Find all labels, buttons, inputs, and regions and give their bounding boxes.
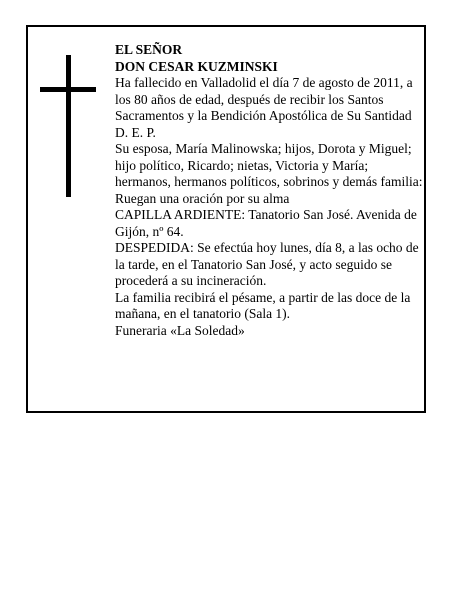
funeral-home: Funeraria «La Soledad» — [115, 322, 245, 338]
death-announcement: Ha fallecido en Valladolid el día 7 de agosto de 2011, a los 80 años de edad, después de recibir los Santos Sacramentos y la Bendición Apostólica de Su Santidad D. E. P. — [115, 75, 413, 140]
cross-vertical-bar — [66, 55, 71, 197]
condolences-info: La familia recibirá el pésame, a partir de las doce de la mañana, en el tanatorio (Sala 1). — [115, 289, 411, 321]
chapel-info: CAPILLA ARDIENTE: Tanatorio San José. Avenida de Gijón, nº 64. — [115, 207, 417, 239]
notice-text — [115, 42, 423, 339]
cross-horizontal-bar — [40, 87, 96, 92]
deceased-name: DON CESAR KUZMINSKI — [115, 58, 278, 74]
family-list: Su esposa, María Malinowska; hijos, Dorota y Miguel; hijo político, Ricardo; nietas, Victoria y María; hermanos, hermanos políticos, sobrinos y demás familia: — [115, 141, 423, 189]
obituary-notice — [26, 25, 426, 413]
prayer-request: Ruegan una oración por su alma — [115, 190, 290, 206]
notice-title: EL SEÑOR — [115, 42, 183, 57]
farewell-info: DESPEDIDA: Se efectúa hoy lunes, día 8, a las ocho de la tarde, en el Tanatorio San José, y acto seguido se procederá a su incineración. — [115, 240, 419, 288]
cross-icon — [40, 55, 96, 197]
